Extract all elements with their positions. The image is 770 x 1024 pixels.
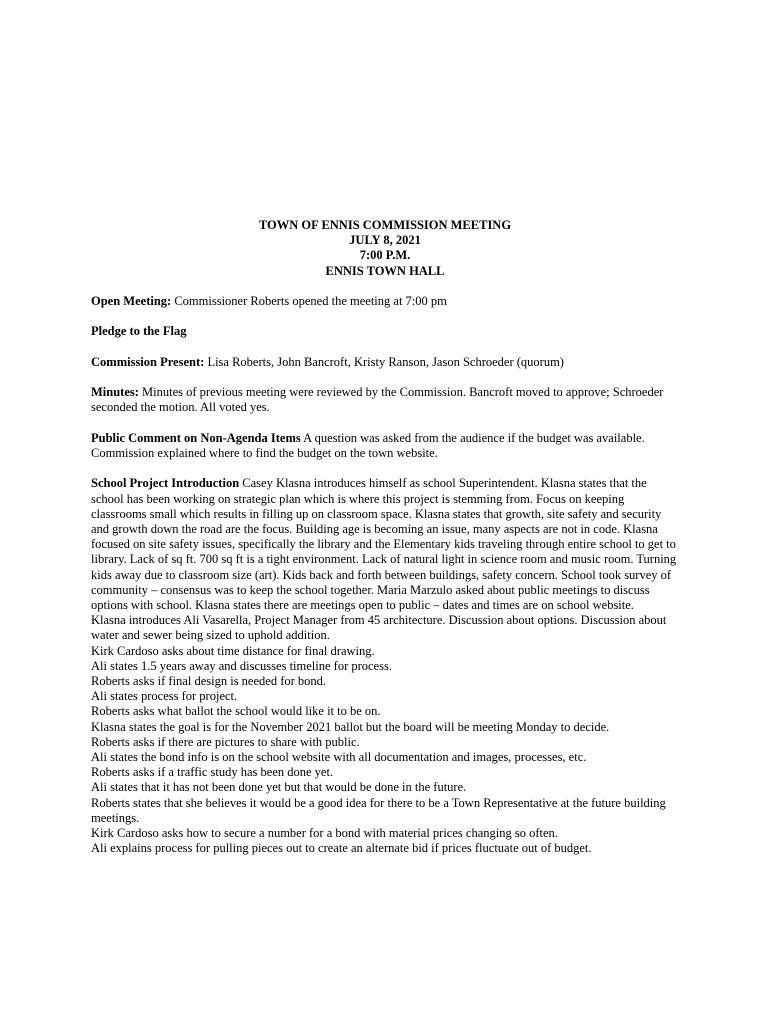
- school-project-line: Kirk Cardoso asks how to secure a number for a bond with material prices changing so often.: [91, 826, 558, 841]
- school-project-label: School Project Introduction: [91, 476, 240, 491]
- minutes-label: Minutes:: [91, 385, 139, 400]
- pledge-paragraph: [91, 324, 681, 339]
- school-project-line: Ali states 1.5 years away and discusses timeline for process.: [91, 658, 392, 673]
- pledge-label: Pledge to the Flag: [91, 324, 187, 339]
- commission-present-label: Commission Present:: [91, 354, 205, 369]
- minutes-body: [91, 294, 681, 856]
- meeting-location: ENNIS TOWN HALL: [325, 263, 445, 278]
- open-meeting-label: Open Meeting:: [91, 294, 172, 308]
- school-project-line: Ali explains process for pulling pieces out to create an alternate bid if prices fluctuate out of budget.: [91, 841, 592, 856]
- school-project-intro: [91, 476, 681, 613]
- commission-present-text: Lisa Roberts, John Bancroft, Kristy Ranson, Jason Schroeder (quorum): [204, 354, 564, 369]
- school-project-line: Roberts states that she believes it would be a good idea for there to be a Town Representative at the future building meetings.: [91, 795, 666, 825]
- open-meeting-text: Commissioner Roberts opened the meeting at 7:00 pm: [171, 294, 447, 308]
- meeting-title: TOWN OF ENNIS COMMISSION MEETING: [258, 218, 512, 232]
- meeting-date: JULY 8, 2021: [349, 233, 421, 248]
- public-comment-label: Public Comment on Non-Agenda Items: [91, 430, 301, 445]
- meeting-heading: [0, 218, 770, 279]
- school-project-line: Roberts asks what ballot the school would like it to be on.: [91, 704, 381, 719]
- minutes-text: Minutes of previous meeting were reviewed by the Commission. Bancroft moved to approve; Schroeder seconded the motion. All voted yes.: [91, 385, 664, 415]
- school-project-line: Roberts asks if there are pictures to share with public.: [91, 734, 360, 749]
- school-project-line: Ali states process for project.: [91, 689, 238, 704]
- school-project-line: Roberts asks if final design is needed for bond.: [91, 674, 327, 688]
- school-project-text: Casey Klasna introduces himself as school Superintendent. Klasna states that the school has been working on strategic plan which is where this project is stemming from. Focus on keeping classrooms small which results in filling up on classroom space. Klasna states that growth, site safety and security and growth down the road are the focus. Building age is becoming an issue, many aspects are not in code. Klasna focused on site safety issues, specifically the library and the Elementary kids traveling through entire school to get to library. Lack of sq ft. 700 sq ft is a tight environment. Lack of natural light in science room and music room. Turning kids away due to classroom size (art). Kids back and forth between buildings, safety concern. School took survey of community – consensus was to keep the school together. Maria Marzulo asked about public meetings to discuss options with school. Klasna states there are meetings open to public – dates and times are on school website.: [91, 476, 677, 612]
- public-comment-paragraph: [91, 431, 681, 461]
- meeting-time: 7:00 P.M.: [359, 248, 411, 263]
- school-project-line: Kirk Cardoso asks about time distance for final drawing.: [91, 643, 375, 658]
- school-project-line: Roberts asks if a traffic study has been done yet.: [91, 765, 334, 780]
- school-project-line: Klasna states the goal is for the November 2021 ballot but the board will be meeting Monday to decide.: [91, 719, 610, 734]
- commission-present-paragraph: [91, 355, 681, 370]
- open-meeting-paragraph: [91, 294, 681, 309]
- school-project-paragraph: [91, 476, 681, 856]
- public-comment-text: A question was asked from the audience if the budget was available. Commission explained where to find the budget on the town website.: [91, 430, 645, 460]
- school-project-line: Ali states the bond info is on the school website with all documentation and images, processes, etc.: [91, 750, 587, 765]
- school-project-line: Klasna introduces Ali Vasarella, Project Manager from 45 architecture. Discussion about options. Discussion about water and sewer being sized to uphold addition.: [91, 613, 667, 643]
- school-project-line: Ali states that it has not been done yet but that would be done in the future.: [91, 780, 467, 795]
- minutes-paragraph: [91, 385, 681, 415]
